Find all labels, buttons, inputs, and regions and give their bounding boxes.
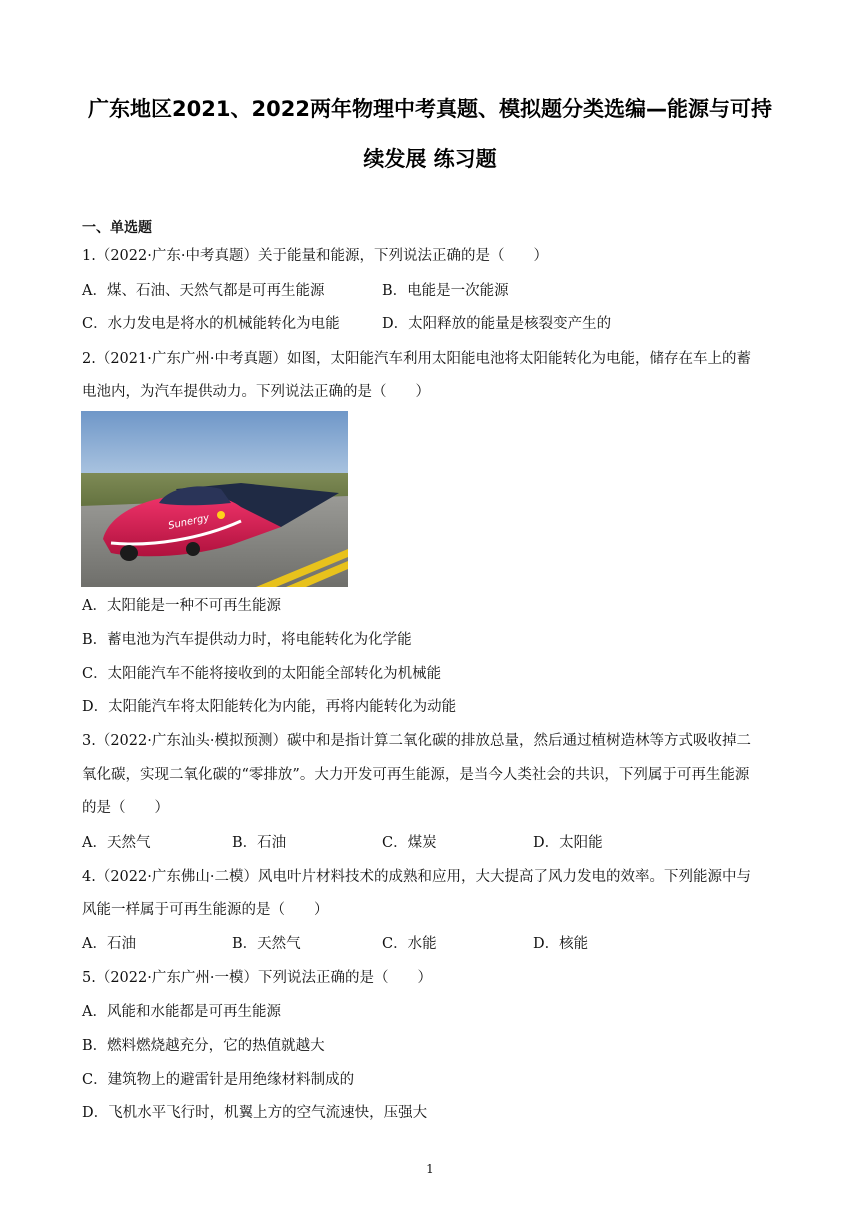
question-5-stem: 5.（2022·广东广州·一模）下列说法正确的是（ ）: [82, 970, 432, 986]
question-4-option-c: C．水能: [382, 936, 437, 952]
section-heading: 一、单选题: [82, 220, 152, 236]
question-3-stem-line-3: 的是（ ）: [82, 800, 169, 816]
question-2-stem-line-1: 2.（2021·广东广州·中考真题）如图，太阳能汽车利用太阳能电池将太阳能转化为电能，储存在车上的蓄: [82, 351, 751, 367]
page-number: 1: [426, 1162, 434, 1176]
question-4-stem-line-2: 风能一样属于可再生能源的是（ ）: [82, 902, 329, 918]
question-3-stem-line-2: 氧化碳，实现二氧化碳的“零排放”。大力开发可再生能源，是当今人类社会的共识，下列属于可再生能源: [82, 767, 750, 783]
question-2-option-c: C．太阳能汽车不能将接收到的太阳能全部转化为机械能: [82, 666, 442, 682]
question-2-stem-line-2: 电池内，为汽车提供动力。下列说法正确的是（ ）: [82, 384, 430, 400]
question-4-option-d: D．核能: [533, 936, 589, 952]
question-4-option-a: A．石油: [82, 936, 136, 952]
question-4-stem-line-1: 4.（2022·广东佛山·二模）风电叶片材料技术的成熟和应用，大大提高了风力发电的效率。下列能源中与: [82, 869, 751, 885]
question-1-option-d: D．太阳释放的能量是核裂变产生的: [382, 316, 612, 332]
question-1-option-a: A．煤、石油、天然气都是可再生能源: [82, 283, 325, 299]
question-1-stem: 1.（2022·广东·中考真题）关于能量和能源，下列说法正确的是（ ）: [82, 248, 548, 264]
question-3-option-b: B．石油: [232, 835, 287, 851]
question-1-option-b: B．电能是一次能源: [382, 283, 509, 299]
title-line-1: 广东地区2021、2022两年物理中考真题、模拟题分类选编—能源与可持: [88, 97, 772, 121]
car-wheel-rear: [186, 542, 200, 556]
question-2-option-d: D．太阳能汽车将太阳能转化为内能，再将内能转化为动能: [82, 699, 457, 715]
question-3-option-a: A．天然气: [82, 835, 151, 851]
question-2-option-a: A．太阳能是一种不可再生能源: [82, 598, 281, 614]
question-5-option-b: B．燃料燃烧越充分，它的热值就越大: [82, 1038, 325, 1054]
solar-car-photo: [81, 411, 348, 587]
car-wheel-front: [120, 545, 138, 561]
question-3-option-c: C．煤炭: [382, 835, 437, 851]
question-5-option-c: C．建筑物上的避雷针是用绝缘材料制成的: [82, 1072, 355, 1088]
document-title: [70, 84, 790, 184]
question-3-option-d: D．太阳能: [533, 835, 603, 851]
question-4-option-b: B．天然气: [232, 936, 301, 952]
question-3-stem-line-1: 3.（2022·广东汕头·模拟预测）碳中和是指计算二氧化碳的排放总量，然后通过植树造林等方式吸收掉二: [82, 733, 751, 749]
question-5-option-d: D．飞机水平飞行时，机翼上方的空气流速快，压强大: [82, 1105, 428, 1121]
title-line-2: 续发展 练习题: [363, 147, 497, 171]
car-emblem: [217, 511, 225, 519]
question-5-option-a: A．风能和水能都是可再生能源: [82, 1004, 281, 1020]
car-logo-text: Sunergy: [167, 512, 211, 532]
question-2-option-b: B．蓄电池为汽车提供动力时，将电能转化为化学能: [82, 632, 412, 648]
question-1-option-c: C．水力发电是将水的机械能转化为电能: [82, 316, 340, 332]
